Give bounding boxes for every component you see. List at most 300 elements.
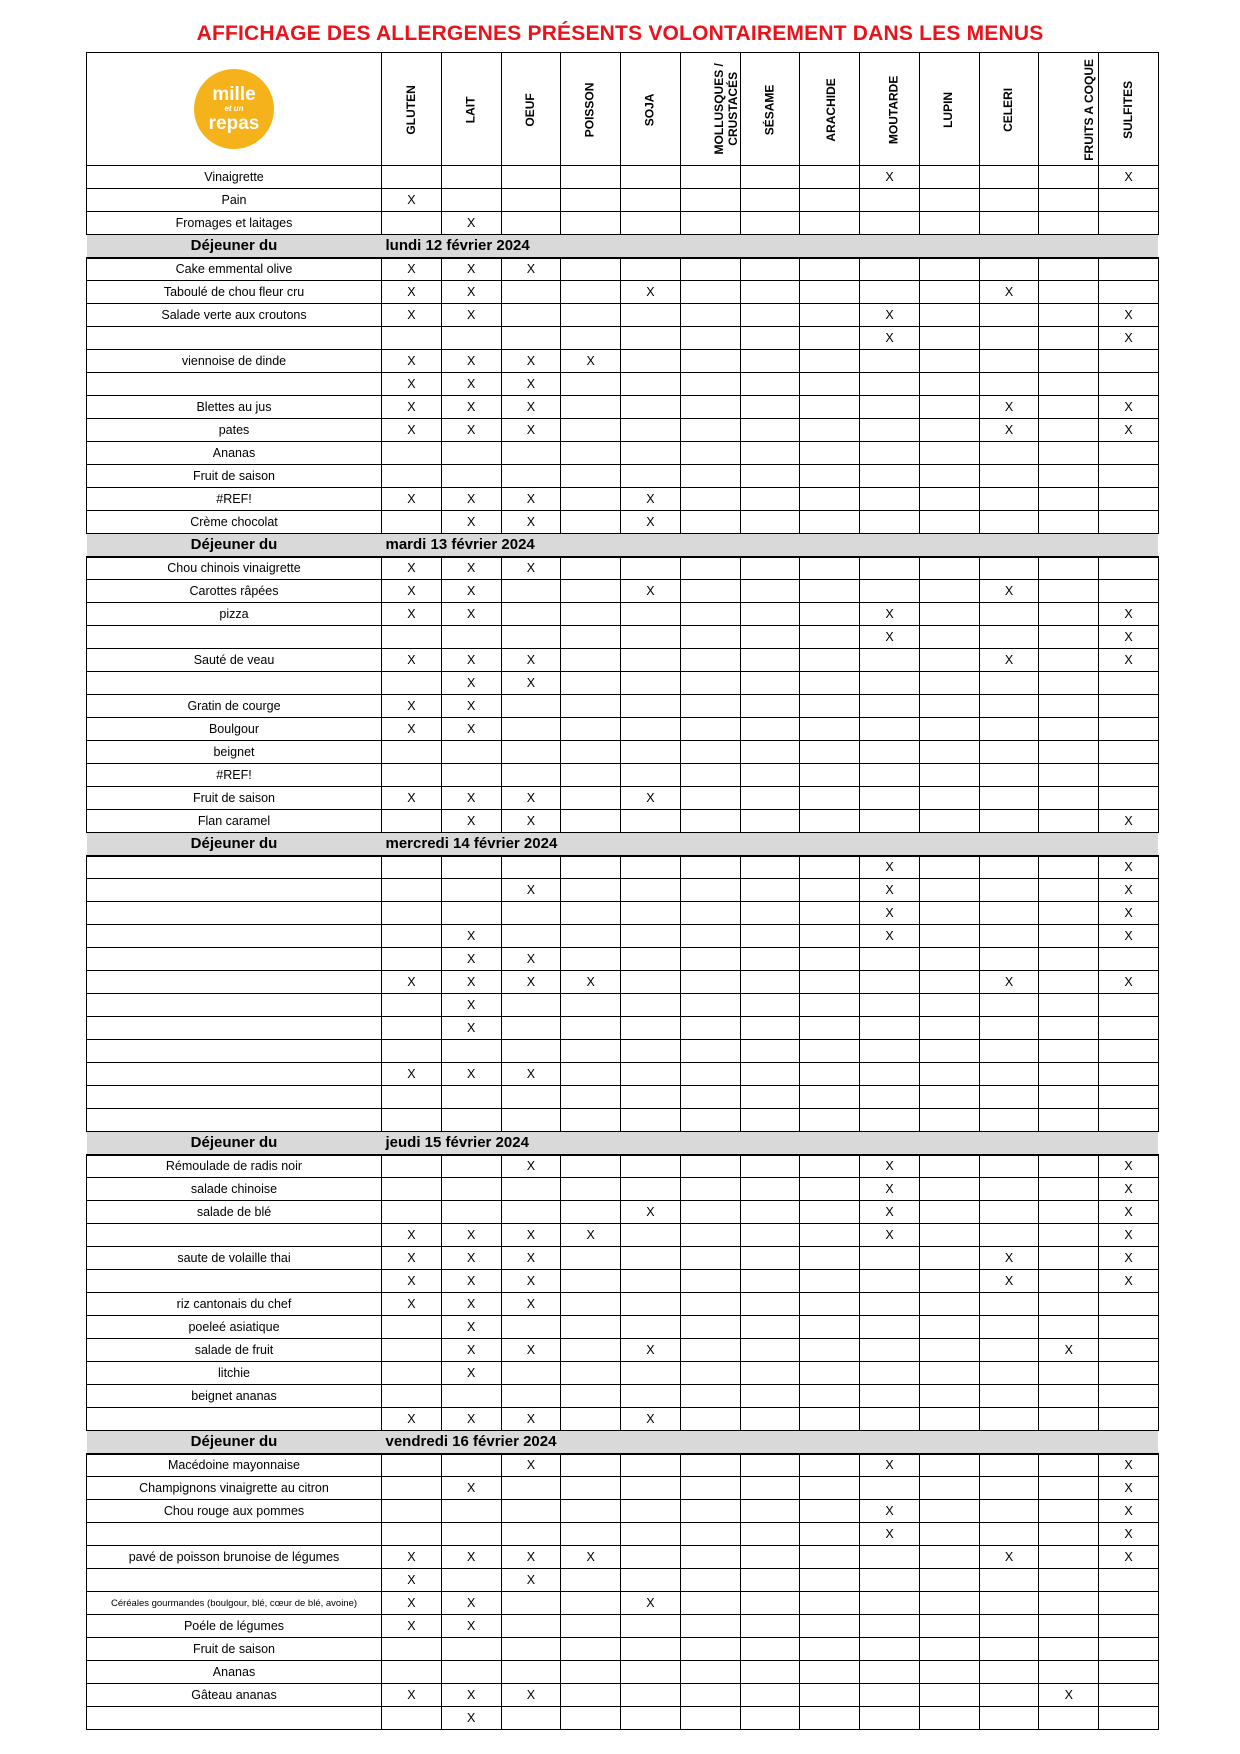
allergen-cell [740, 971, 800, 994]
allergen-mark: X [382, 350, 442, 373]
logo-text: et un [224, 104, 244, 113]
menu-item-row [87, 1546, 1159, 1569]
day-date: mercredi 14 février 2024 [382, 833, 1159, 856]
allergen-cell [979, 1339, 1039, 1362]
allergen-mark: X [441, 925, 501, 948]
allergen-cell [1099, 1362, 1159, 1385]
allergen-cell [800, 1201, 860, 1224]
allergen-cell [680, 442, 740, 465]
allergen-mark: X [501, 1293, 561, 1316]
allergen-mark: X [860, 902, 920, 925]
menu-item-name: #REF! [87, 764, 382, 787]
allergen-cell [979, 511, 1039, 534]
allergen-cell [919, 603, 979, 626]
allergen-mark: X [621, 1592, 681, 1615]
allergen-cell [621, 649, 681, 672]
allergen-cell [382, 856, 442, 879]
allergen-cell [680, 1592, 740, 1615]
allergen-mark: X [860, 1224, 920, 1247]
allergen-cell [1039, 695, 1099, 718]
allergen-mark: X [860, 1500, 920, 1523]
allergen-cell [382, 327, 442, 350]
allergen-cell [979, 1592, 1039, 1615]
allergen-cell [860, 419, 920, 442]
menu-item-row [87, 764, 1159, 787]
allergen-mark: X [501, 1546, 561, 1569]
allergen-cell [621, 1316, 681, 1339]
allergen-cell [919, 1592, 979, 1615]
allergen-cell [680, 327, 740, 350]
allergen-mark: X [441, 1339, 501, 1362]
allergen-cell [740, 1247, 800, 1270]
allergen-cell [979, 1454, 1039, 1477]
menu-item-name [87, 373, 382, 396]
allergen-cell [1099, 1592, 1159, 1615]
menu-item-row [87, 879, 1159, 902]
allergen-mark: X [382, 603, 442, 626]
allergen-cell [919, 1569, 979, 1592]
allergen-cell [979, 925, 1039, 948]
allergen-cell [800, 649, 860, 672]
allergen-mark: X [621, 1339, 681, 1362]
allergen-mark: X [561, 350, 621, 373]
menu-item-row [87, 1224, 1159, 1247]
allergen-cell [680, 1109, 740, 1132]
allergen-cell [680, 626, 740, 649]
allergen-cell [621, 465, 681, 488]
menu-item-row [87, 1063, 1159, 1086]
menu-item-name [87, 856, 382, 879]
allergen-cell [441, 327, 501, 350]
allergen-cell [919, 189, 979, 212]
allergen-cell [1039, 1707, 1099, 1730]
allergen-mark: X [1099, 971, 1159, 994]
menu-item-row [87, 856, 1159, 879]
allergen-cell [621, 189, 681, 212]
allergen-cell [979, 557, 1039, 580]
allergen-cell [680, 856, 740, 879]
allergen-cell [501, 1201, 561, 1224]
allergen-cell [860, 948, 920, 971]
allergen-cell [621, 1247, 681, 1270]
allergen-cell [680, 672, 740, 695]
allergen-cell [561, 1592, 621, 1615]
allergen-cell [1039, 281, 1099, 304]
allergen-cell [979, 672, 1039, 695]
allergen-cell [1039, 810, 1099, 833]
allergen-cell [800, 212, 860, 235]
allergen-cell [919, 557, 979, 580]
allergen-cell [382, 442, 442, 465]
allergen-cell [1099, 1638, 1159, 1661]
allergen-cell [382, 626, 442, 649]
allergen-cell [740, 1638, 800, 1661]
allergen-mark: X [441, 419, 501, 442]
allergen-header-lait: LAIT [441, 53, 501, 166]
allergen-cell [1099, 994, 1159, 1017]
allergen-cell [1039, 1592, 1099, 1615]
allergen-cell [860, 1063, 920, 1086]
allergen-mark: X [382, 281, 442, 304]
menu-item-name: #REF! [87, 488, 382, 511]
allergen-cell [382, 212, 442, 235]
allergen-cell [621, 373, 681, 396]
day-date: mardi 13 février 2024 [382, 534, 1159, 557]
allergen-cell [1039, 465, 1099, 488]
allergen-mark: X [501, 350, 561, 373]
allergen-cell [800, 1592, 860, 1615]
day-date: jeudi 15 février 2024 [382, 1132, 1159, 1155]
menu-item-row [87, 925, 1159, 948]
allergen-cell [621, 603, 681, 626]
menu-item-row [87, 971, 1159, 994]
allergen-cell [860, 465, 920, 488]
allergen-cell [561, 1017, 621, 1040]
allergen-cell [501, 580, 561, 603]
allergen-cell [561, 1408, 621, 1431]
menu-item-row [87, 1477, 1159, 1500]
allergen-cell [680, 1086, 740, 1109]
menu-item-row [87, 810, 1159, 833]
allergen-cell [919, 925, 979, 948]
allergen-cell [680, 1270, 740, 1293]
allergen-cell [800, 810, 860, 833]
allergen-cell [800, 1500, 860, 1523]
allergen-mark: X [501, 1270, 561, 1293]
menu-item-name: Chou chinois vinaigrette [87, 557, 382, 580]
allergen-cell [800, 626, 860, 649]
allergen-mark: X [441, 304, 501, 327]
allergen-cell [621, 718, 681, 741]
allergen-cell [919, 1063, 979, 1086]
menu-item-row [87, 1684, 1159, 1707]
logo-text: repas [208, 113, 260, 134]
allergen-cell [919, 1040, 979, 1063]
allergen-cell [740, 1017, 800, 1040]
menu-item-row [87, 1247, 1159, 1270]
allergen-cell [382, 511, 442, 534]
allergen-cell [979, 1017, 1039, 1040]
allergen-cell [800, 1362, 860, 1385]
allergen-cell [979, 902, 1039, 925]
allergen-cell [740, 1155, 800, 1178]
allergen-mark: X [382, 695, 442, 718]
allergen-mark: X [382, 718, 442, 741]
allergen-mark: X [441, 1270, 501, 1293]
allergen-cell [860, 557, 920, 580]
menu-item-row [87, 1615, 1159, 1638]
allergen-cell [1039, 350, 1099, 373]
allergen-cell [680, 787, 740, 810]
allergen-cell [919, 971, 979, 994]
allergen-cell [561, 1454, 621, 1477]
allergen-mark: X [441, 580, 501, 603]
allergen-mark: X [382, 1408, 442, 1431]
allergen-cell [382, 465, 442, 488]
allergen-mark: X [441, 1684, 501, 1707]
allergen-mark: X [382, 971, 442, 994]
allergen-cell [800, 1270, 860, 1293]
allergen-cell [919, 488, 979, 511]
allergen-cell [740, 925, 800, 948]
header-row [87, 53, 1159, 166]
allergen-cell [680, 925, 740, 948]
allergen-cell [979, 1063, 1039, 1086]
allergen-cell [919, 1385, 979, 1408]
allergen-cell [740, 1086, 800, 1109]
allergen-cell [441, 764, 501, 787]
allergen-cell [979, 373, 1039, 396]
allergen-cell [979, 1523, 1039, 1546]
menu-item-name: Sauté de veau [87, 649, 382, 672]
allergen-mark: X [501, 1454, 561, 1477]
allergen-cell [860, 1017, 920, 1040]
allergen-mark: X [621, 511, 681, 534]
allergen-cell [680, 1224, 740, 1247]
allergen-cell [621, 1224, 681, 1247]
allergen-cell [561, 1385, 621, 1408]
allergen-cell [740, 764, 800, 787]
allergen-header-poisson: POISSON [561, 53, 621, 166]
allergen-header-lupin: LUPIN [919, 53, 979, 166]
allergen-mark: X [382, 189, 442, 212]
allergen-cell [740, 1316, 800, 1339]
allergen-cell [621, 1661, 681, 1684]
allergen-cell [382, 879, 442, 902]
allergen-cell [621, 557, 681, 580]
allergen-cell [919, 626, 979, 649]
allergen-cell [561, 1270, 621, 1293]
allergen-cell [860, 695, 920, 718]
allergen-cell [979, 304, 1039, 327]
menu-item-name: Taboulé de chou fleur cru [87, 281, 382, 304]
allergen-cell [621, 1707, 681, 1730]
allergen-cell [680, 1385, 740, 1408]
allergen-mark: X [979, 281, 1039, 304]
allergen-cell [561, 1293, 621, 1316]
allergen-cell [740, 166, 800, 189]
menu-item-name: Gâteau ananas [87, 1684, 382, 1707]
allergen-cell [860, 350, 920, 373]
allergen-cell [561, 1661, 621, 1684]
allergen-cell [621, 1270, 681, 1293]
allergen-cell [740, 1707, 800, 1730]
allergen-cell [1039, 557, 1099, 580]
allergen-cell [382, 1109, 442, 1132]
allergen-cell [441, 879, 501, 902]
allergen-cell [740, 1040, 800, 1063]
menu-item-row [87, 1270, 1159, 1293]
allergen-mark: X [1099, 1224, 1159, 1247]
allergen-cell [800, 373, 860, 396]
allergen-cell [561, 327, 621, 350]
allergen-cell [680, 1247, 740, 1270]
allergen-cell [860, 1661, 920, 1684]
allergen-cell [561, 994, 621, 1017]
allergen-cell [680, 1615, 740, 1638]
allergen-cell [621, 1017, 681, 1040]
day-header-row [87, 1132, 1159, 1155]
allergen-cell [680, 1684, 740, 1707]
allergen-cell [740, 718, 800, 741]
menu-item-row [87, 281, 1159, 304]
allergen-cell [800, 1638, 860, 1661]
allergen-cell [800, 1339, 860, 1362]
menu-item-name: viennoise de dinde [87, 350, 382, 373]
menu-item-row [87, 488, 1159, 511]
allergen-mark: X [621, 1408, 681, 1431]
allergen-cell [1039, 1569, 1099, 1592]
allergen-cell [561, 1040, 621, 1063]
allergen-mark: X [501, 396, 561, 419]
allergen-mark: X [382, 1546, 442, 1569]
allergen-cell [979, 1408, 1039, 1431]
allergen-cell [860, 1247, 920, 1270]
allergen-cell [1039, 1661, 1099, 1684]
allergen-cell [800, 1569, 860, 1592]
allergen-cell [501, 1086, 561, 1109]
allergen-cell [561, 557, 621, 580]
allergen-cell [621, 212, 681, 235]
allergen-cell [979, 442, 1039, 465]
menu-item-row [87, 1638, 1159, 1661]
allergen-cell [800, 557, 860, 580]
allergen-cell [740, 1408, 800, 1431]
allergen-cell [621, 419, 681, 442]
allergen-cell [860, 994, 920, 1017]
allergen-mark: X [382, 1293, 442, 1316]
allergen-cell [382, 672, 442, 695]
allergen-cell [919, 1086, 979, 1109]
allergen-cell [800, 511, 860, 534]
allergen-mark: X [621, 488, 681, 511]
allergen-mark: X [382, 1569, 442, 1592]
allergen-cell [979, 1615, 1039, 1638]
allergen-cell [561, 718, 621, 741]
allergen-cell [740, 948, 800, 971]
allergen-cell [1039, 718, 1099, 741]
allergen-cell [561, 626, 621, 649]
allergen-cell [1099, 557, 1159, 580]
menu-item-name [87, 1569, 382, 1592]
page-title: AFFICHAGE DES ALLERGENES PRÉSENTS VOLONTAIREMENT DANS LES MENUS [196, 22, 1044, 45]
allergen-cell [561, 1339, 621, 1362]
allergen-cell [919, 764, 979, 787]
allergen-mark: X [501, 511, 561, 534]
allergen-mark: X [441, 718, 501, 741]
menu-item-row [87, 1385, 1159, 1408]
allergen-cell [740, 327, 800, 350]
menu-item-name: Fromages et laitages [87, 212, 382, 235]
allergen-mark: X [860, 1454, 920, 1477]
allergen-cell [680, 1707, 740, 1730]
allergen-mark: X [501, 879, 561, 902]
menu-item-row [87, 327, 1159, 350]
allergen-cell [1099, 1086, 1159, 1109]
allergen-mark: X [621, 1201, 681, 1224]
menu-item-row [87, 373, 1159, 396]
allergen-cell [680, 741, 740, 764]
allergen-cell [919, 465, 979, 488]
allergen-cell [561, 1109, 621, 1132]
allergen-mark: X [441, 603, 501, 626]
allergen-cell [740, 304, 800, 327]
allergen-cell [919, 1546, 979, 1569]
allergen-mark: X [441, 1017, 501, 1040]
allergen-cell [561, 672, 621, 695]
allergen-cell [561, 1178, 621, 1201]
allergen-mark: X [1099, 626, 1159, 649]
allergen-cell [800, 695, 860, 718]
day-label: Déjeuner du [87, 1132, 382, 1155]
menu-item-name [87, 1270, 382, 1293]
allergen-mark: X [621, 281, 681, 304]
allergen-cell [501, 1592, 561, 1615]
allergen-cell [680, 1638, 740, 1661]
allergen-mark: X [561, 1546, 621, 1569]
allergen-cell [919, 258, 979, 281]
allergen-cell [1099, 1615, 1159, 1638]
menu-item-row [87, 787, 1159, 810]
allergen-cell [740, 281, 800, 304]
allergen-cell [621, 879, 681, 902]
allergen-mark: X [441, 281, 501, 304]
allergen-cell [680, 1362, 740, 1385]
allergen-cell [860, 1638, 920, 1661]
allergen-cell [621, 258, 681, 281]
allergen-cell [680, 718, 740, 741]
allergen-mark: X [1099, 649, 1159, 672]
allergen-mark: X [1099, 304, 1159, 327]
allergen-cell [979, 1477, 1039, 1500]
allergen-cell [800, 419, 860, 442]
allergen-cell [979, 856, 1039, 879]
menu-item-row [87, 1500, 1159, 1523]
allergen-cell [800, 1178, 860, 1201]
day-label: Déjeuner du [87, 534, 382, 557]
allergen-cell [680, 189, 740, 212]
allergen-cell [860, 1408, 920, 1431]
allergen-cell [501, 718, 561, 741]
allergen-cell [441, 741, 501, 764]
allergen-cell [680, 810, 740, 833]
menu-item-name: Fruit de saison [87, 465, 382, 488]
allergen-cell [621, 902, 681, 925]
allergen-mark: X [382, 557, 442, 580]
menu-item-row [87, 511, 1159, 534]
allergen-cell [979, 626, 1039, 649]
allergen-cell [1039, 925, 1099, 948]
allergen-cell [621, 810, 681, 833]
allergen-cell [501, 304, 561, 327]
menu-item-row [87, 1155, 1159, 1178]
allergen-cell [800, 189, 860, 212]
allergen-cell [1039, 580, 1099, 603]
menu-item-name: salade de blé [87, 1201, 382, 1224]
allergen-mark: X [382, 396, 442, 419]
allergen-cell [860, 1385, 920, 1408]
allergen-cell [680, 1155, 740, 1178]
allergen-mark: X [382, 373, 442, 396]
allergen-cell [860, 1316, 920, 1339]
allergen-cell [561, 1500, 621, 1523]
allergen-cell [1099, 1661, 1159, 1684]
day-label: Déjeuner du [87, 235, 382, 258]
allergen-cell [680, 902, 740, 925]
allergen-header-moutarde: MOUTARDE [860, 53, 920, 166]
allergen-cell [621, 1500, 681, 1523]
allergen-cell [680, 1500, 740, 1523]
